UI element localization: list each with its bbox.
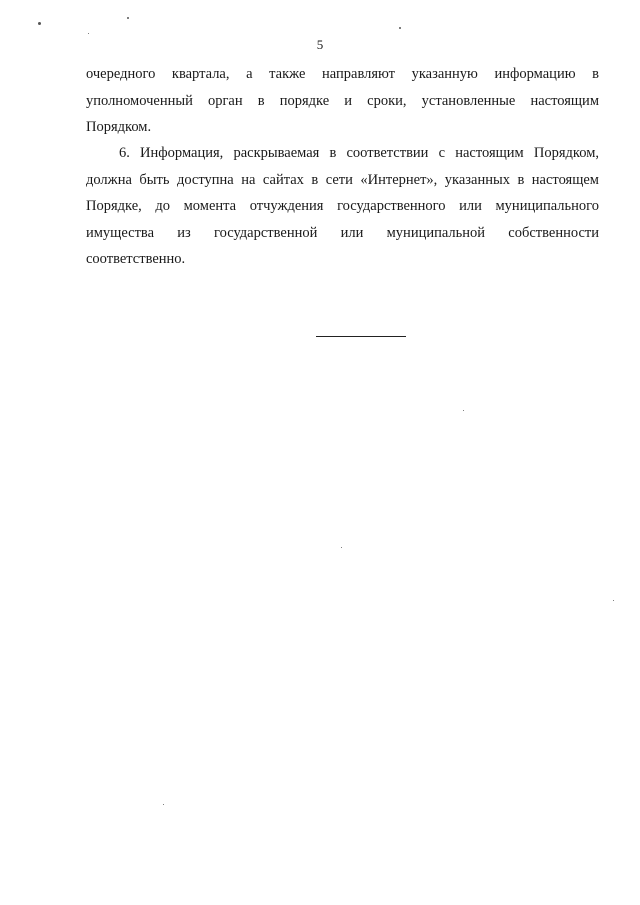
paragraph-6 [86,140,599,273]
end-of-document-rule [316,336,406,337]
text-line: уполномоченный орган в порядке и сроки, установленные настоящим [86,92,599,109]
scan-speck [463,410,464,411]
text-line: соответственно. [86,251,186,267]
text-line: имущества из государственной или муниципальной собственности [86,224,599,241]
scan-speck [88,33,89,34]
scan-speck [163,804,164,805]
text-line: Порядке, до момента отчуждения государственного или муниципального [86,198,599,214]
text-line: должна быть доступна на сайтах в сети «Интернет», указанных в настоящем [86,171,599,188]
scan-speck [613,600,614,601]
text-line: 6. Информация, раскрываемая в соответствии с настоящим Порядком, [119,145,599,161]
text-line: очередного квартала, а также направляют указанную информацию в [86,66,599,82]
scan-speck [127,17,129,19]
paragraph-continuation [86,61,599,141]
page-number: 5 [316,37,324,52]
scan-speck [341,547,342,548]
scan-speck [399,27,401,29]
text-line: Порядком. [86,119,152,135]
scan-speck [38,22,41,25]
